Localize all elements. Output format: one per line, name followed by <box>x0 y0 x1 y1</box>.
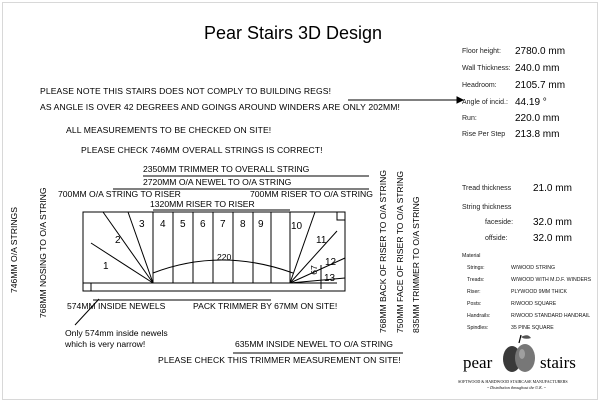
note-check-trimmer: PLEASE CHECK THIS TRIMMER MEASUREMENT ON SITE! <box>158 355 401 365</box>
spec-label: Run: <box>462 115 477 122</box>
newel-post-right <box>337 212 345 220</box>
dim-inside-newel-string: 635MM INSIDE NEWEL TO O/A STRING <box>235 339 393 349</box>
faceside-value: 32.0 mm <box>533 217 572 228</box>
step-number: 5 <box>180 219 186 230</box>
material-label: Treads: <box>467 277 485 283</box>
page-title: Pear Stairs 3D Design <box>203 23 383 43</box>
dim-newel-string: 2720MM O/A NEWEL TO O/A STRING <box>143 177 292 187</box>
material-label: Posts: <box>467 301 482 307</box>
step-number: 12 <box>325 257 337 268</box>
material-value: R/WOOD STANDARD HANDRAIL <box>511 313 591 319</box>
spec-label: Floor height: <box>462 48 501 55</box>
material-value: W/WOOD STRING <box>511 265 556 271</box>
vdim-746: 746MM O/A STRINGS <box>9 207 19 293</box>
step-number: 3 <box>139 219 145 230</box>
step-number: 7 <box>220 219 226 230</box>
note-narrow-line2: which is very narrow! <box>65 339 146 349</box>
logo-tagline: SOFTWOOD & HARDWOOD STAIRCASE MANUFACTURERS <box>458 379 568 384</box>
material-value: PLYWOOD 9MM THICK <box>511 289 568 295</box>
material-value: R/WOOD SQUARE <box>511 301 557 307</box>
spec-value: 44.19 ° <box>515 97 547 108</box>
winder-line <box>103 212 153 283</box>
dim-riser-string-right: 700MM RISER TO O/A STRING <box>250 189 373 199</box>
dim-inner-67: 67 <box>308 265 319 275</box>
offside-value: 32.0 mm <box>533 233 572 244</box>
tread-thickness-value: 21.0 mm <box>533 183 572 194</box>
vdim-768-back-riser: 768MM BACK OF RISER TO O/A STRING <box>378 170 388 333</box>
note-angle: AS ANGLE IS OVER 42 DEGREES AND GOINGS AROUND WINDERS ARE ONLY 202MM! <box>40 102 400 112</box>
material-value: W/WOOD WITH M.D.F. WINDERS <box>511 277 592 283</box>
spec-value: 240.0 mm <box>515 63 560 74</box>
logo-tagline-distribution: ~ Distribution throughout the U.K. ~ <box>487 385 546 390</box>
logo-word-pear: pear <box>463 353 493 372</box>
material-heading: Material <box>462 253 481 259</box>
stair-outline <box>83 212 345 291</box>
step-number: 13 <box>324 273 336 284</box>
material-label: Riser: <box>467 289 481 295</box>
spec-value: 220.0 mm <box>515 113 560 124</box>
step-number: 2 <box>115 235 121 246</box>
spec-label: Rise Per Step <box>462 131 506 138</box>
spec-value: 2780.0 mm <box>515 46 566 57</box>
spec-value: 213.8 mm <box>515 129 560 140</box>
pear-icon <box>500 333 538 375</box>
spec-label: Wall Thickness: <box>462 65 511 72</box>
dim-trimmer-overall: 2350MM TRIMMER TO OVERALL STRING <box>143 164 310 174</box>
note-check-site: ALL MEASUREMENTS TO BE CHECKED ON SITE! <box>66 125 272 135</box>
dim-pack-trimmer: PACK TRIMMER BY 67MM ON SITE! <box>193 301 338 311</box>
step-number: 4 <box>160 219 166 230</box>
dim-inside-newels: 574MM INSIDE NEWELS <box>67 301 166 311</box>
newel-post-left <box>83 283 91 291</box>
step-number: 11 <box>316 235 327 246</box>
spec-label: Angle of incid.: <box>462 99 508 106</box>
material-value: 35 PINE SQUARE <box>511 325 554 331</box>
vdim-768-nosing: 768MM NOSING TO O/A STRING <box>38 187 48 318</box>
string-thickness-label: String thickness <box>462 204 512 211</box>
note-not-comply: PLEASE NOTE THIS STAIRS DOES NOT COMPLY TO BUILDING REGS! <box>40 86 332 96</box>
dim-inner-220: 220 <box>217 252 232 262</box>
spec-value: 2105.7 mm <box>515 80 566 91</box>
spec-label: Headroom: <box>462 82 497 89</box>
step-number: 6 <box>200 219 206 230</box>
step-number: 1 <box>103 261 109 272</box>
vdim-750-face-riser: 750MM FACE OF RISER TO O/A STRING <box>395 170 405 333</box>
material-label: Spindles: <box>467 325 489 331</box>
dim-riser-riser: 1320MM RISER TO RISER <box>150 199 255 209</box>
material-label: Strings: <box>467 265 485 271</box>
vdim-835-trimmer: 835MM TRIMMER TO O/A STRING <box>411 196 421 333</box>
material-label: Handrails: <box>467 313 491 319</box>
step-number: 10 <box>291 221 303 232</box>
logo-word-stairs: stairs <box>540 353 576 372</box>
drawing-sheet <box>2 2 598 400</box>
note-narrow-line1: Only 574mm inside newels <box>65 328 168 338</box>
step-number: 9 <box>258 219 264 230</box>
dim-string-riser-left: 700MM O/A STRING TO RISER <box>58 189 181 199</box>
offside-label: offside: <box>485 235 508 242</box>
step-number: 8 <box>240 219 246 230</box>
note-check-746: PLEASE CHECK 746MM OVERALL STRINGS IS CORRECT! <box>81 145 323 155</box>
tread-thickness-label: Tread thickness <box>462 185 512 192</box>
faceside-label: faceside: <box>485 219 514 226</box>
winder-line <box>91 243 153 283</box>
